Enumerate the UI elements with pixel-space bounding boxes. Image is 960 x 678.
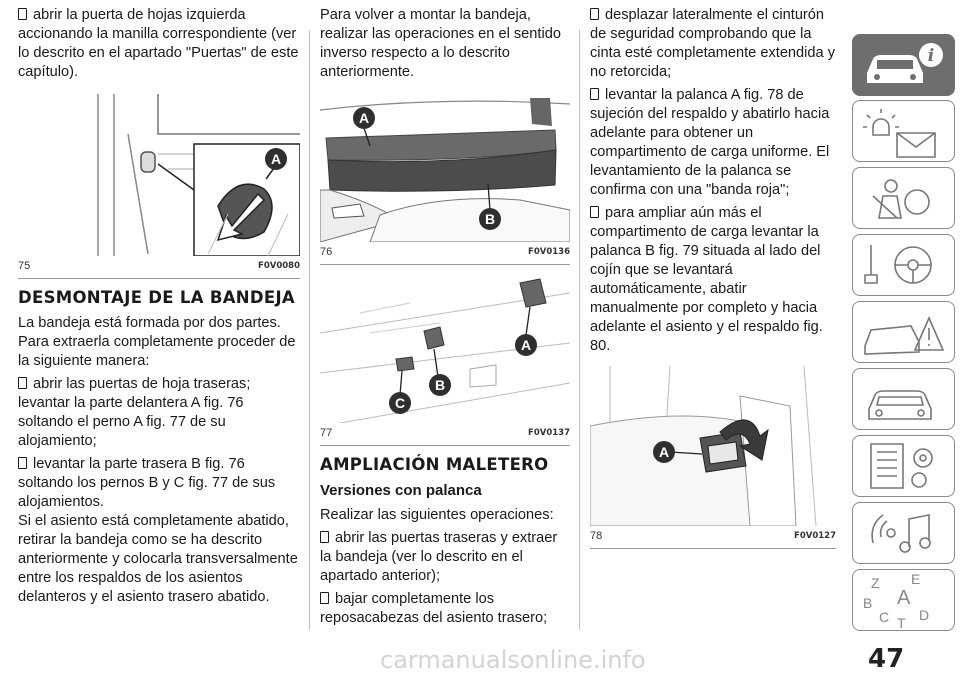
tab-emergency[interactable]	[852, 301, 955, 363]
figure-code: F0V0136	[528, 247, 570, 257]
starting-driving-icon	[853, 235, 953, 295]
list-item: para ampliar aún más el compartimento de carga levantar la palanca B fig. 79 situada al lado del cojín que se levantará automáticamente, abatir manualmente por completo y hacia adelante el asiento y el respaldo fig. 80.	[590, 205, 823, 354]
column-3	[590, 6, 836, 557]
index-letter: D	[919, 607, 930, 623]
tab-technical-data[interactable]	[852, 435, 955, 497]
tab-maintenance[interactable]	[852, 368, 955, 430]
figure-number: 78	[590, 530, 603, 542]
paragraph: Para volver a montar la bandeja, realizar las operaciones en el sentido inverso respecto a lo descrito anteriormente.	[320, 7, 561, 80]
warning-lights-icon	[853, 101, 953, 161]
column-2	[320, 6, 570, 632]
figure-label: B	[434, 377, 446, 393]
index-letter: E	[911, 571, 921, 587]
figure-label: A	[358, 110, 370, 126]
list-item: levantar la palanca A fig. 78 de sujeción del respaldo y abatirlo hacia adelante para obtener un compartimento de carga uniforme. El levantamiento de la palanca se confirma con una "banda roja";	[590, 87, 830, 198]
tab-index[interactable]	[852, 569, 955, 631]
checkbox-bullet-icon	[18, 377, 27, 389]
figure-code: F0V0127	[794, 531, 836, 541]
figure-label: B	[484, 211, 496, 227]
emergency-icon	[853, 302, 953, 362]
paragraph: Si el asiento está completamente abatido, retirar la bandeja como se ha descrito anteriormente y colocarla transversalmente entre los respaldos de los asientos delanteros y el asiento trasero abatido.	[18, 513, 298, 605]
figure-code: F0V0137	[528, 428, 570, 438]
list-item: desplazar lateralmente el cinturón de seguridad comprobando que la cinta esté completamente extendida y no retorcida;	[590, 7, 835, 80]
figure-caption	[18, 256, 300, 279]
list-item: abrir las puertas traseras y extraer la bandeja (ver lo descrito en el apartado anterior);	[320, 530, 558, 584]
tab-car-info[interactable]	[852, 34, 955, 96]
figure-75	[18, 94, 300, 256]
chapter-sidebar	[852, 0, 960, 678]
index-letter: T	[897, 615, 906, 630]
column-divider	[579, 30, 580, 630]
checkbox-bullet-icon	[18, 457, 27, 469]
figure-caption	[320, 242, 570, 265]
index-letter: A	[897, 587, 911, 609]
paragraph: abrir la puerta de hojas izquierda accionando la manilla correspondiente (ver lo descrito en el apartado "Puertas" de este capítulo).	[18, 7, 299, 80]
figure-number: 75	[18, 260, 31, 272]
figure-number: 76	[320, 246, 333, 258]
car-info-icon	[853, 35, 953, 95]
watermark: carmanualsonline.info	[380, 646, 646, 674]
checkbox-bullet-icon	[590, 206, 599, 218]
subheading: Versiones con palanca	[320, 482, 482, 499]
figure-caption	[590, 526, 836, 549]
checkbox-bullet-icon	[590, 8, 599, 20]
list-item: abrir las puertas de hoja traseras; levantar la parte delantera A fig. 76 soltando el perno A fig. 77 de su alojamiento;	[18, 376, 251, 449]
multimedia-icon	[853, 503, 953, 563]
tab-warning-lights[interactable]	[852, 100, 955, 162]
figure-77	[320, 273, 570, 423]
index-icon	[853, 570, 953, 630]
figure-label: C	[394, 395, 406, 411]
section-heading: AMPLIACIÓN MALETERO	[320, 455, 549, 474]
figure-label: A	[658, 444, 670, 460]
index-letter: B	[863, 595, 873, 611]
figure-code: F0V0080	[258, 261, 300, 271]
svg-text:i: i	[927, 46, 935, 66]
figure-label: A	[270, 151, 282, 167]
section-heading: DESMONTAJE DE LA BANDEJA	[18, 288, 295, 307]
checkbox-bullet-icon	[320, 531, 329, 543]
column-divider	[309, 30, 310, 630]
figure-label: A	[520, 337, 532, 353]
technical-data-icon	[853, 436, 953, 496]
maintenance-icon	[853, 369, 953, 429]
column-1	[18, 6, 300, 611]
figure-caption	[320, 423, 570, 446]
index-letter: C	[879, 609, 890, 625]
figure-number: 77	[320, 427, 333, 439]
checkbox-bullet-icon	[320, 592, 329, 604]
checkbox-bullet-icon	[590, 88, 599, 100]
figure-78	[590, 366, 836, 526]
checkbox-bullet-icon	[18, 8, 27, 20]
safety-airbag-icon	[853, 168, 953, 228]
paragraph: La bandeja está formada por dos partes. Para extraerla completamente proceder de la siguiente manera:	[18, 315, 296, 369]
tab-multimedia[interactable]	[852, 502, 955, 564]
tab-safety[interactable]	[852, 167, 955, 229]
page-number: 47	[868, 644, 905, 674]
figure-76	[320, 90, 570, 242]
list-item: bajar completamente los reposacabezas del asiento trasero;	[320, 591, 548, 626]
tab-starting-driving[interactable]	[852, 234, 955, 296]
index-letter: Z	[871, 575, 880, 591]
paragraph: Realizar las siguientes operaciones:	[320, 507, 554, 523]
list-item: levantar la parte trasera B fig. 76 soltando los pernos B y C fig. 77 de sus alojamientos.	[18, 456, 276, 510]
